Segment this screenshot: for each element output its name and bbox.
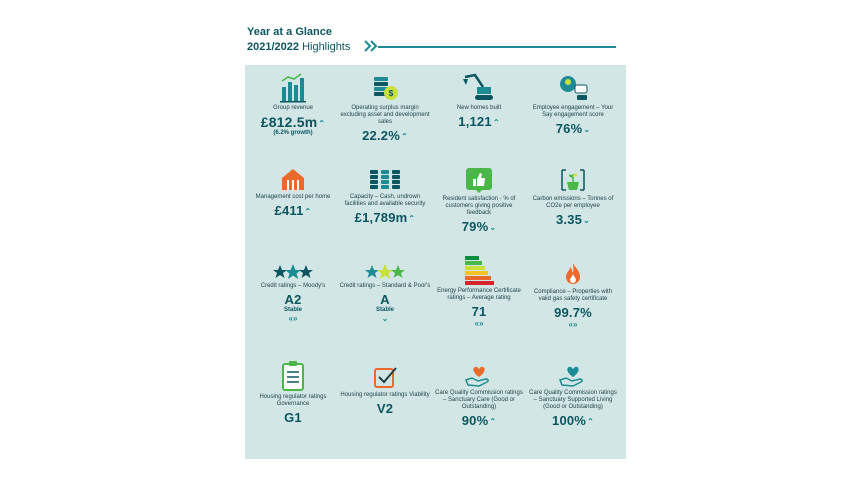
tile-label: Resident satisfaction - % of customers giving positive feedback — [442, 196, 516, 216]
tile-governance — [247, 360, 339, 425]
tile-value: 1,121⌃ — [458, 114, 500, 129]
header-rule — [378, 46, 616, 48]
tile-value: 90%⌃ — [461, 413, 497, 428]
tile-cqc-supported-living — [527, 364, 619, 428]
double-chevron-icon — [364, 40, 378, 52]
trend-up-icon: ⌃ — [400, 132, 408, 141]
tile-epc — [433, 254, 525, 328]
tile-management-cost — [247, 166, 339, 218]
svg-text:$: $ — [388, 89, 394, 98]
tile-label: Carbon emissions – Tonnes of CO2e per employee — [532, 196, 614, 209]
tile-viability — [339, 364, 431, 416]
tile-label: Energy Performance Certificate ratings – Average rating — [437, 288, 521, 301]
highlights-panel — [245, 65, 626, 459]
heart-hand-icon — [558, 364, 588, 388]
plant-icon — [558, 166, 588, 194]
trend-stable-icon: «» — [568, 320, 578, 329]
page-subtitle — [247, 41, 350, 53]
tile-value: A2 — [284, 292, 302, 307]
tile-value: V2 — [376, 401, 394, 416]
tile-moodys — [247, 263, 339, 323]
tile-value: 79%⌄ — [461, 219, 497, 234]
tile-value: 22.2%⌃ — [362, 128, 408, 143]
trend-stable-icon: «» — [474, 319, 484, 328]
coin-stack-icon — [367, 166, 403, 192]
tile-label: Employee engagement – Your Say engagement score — [532, 105, 614, 118]
bar-chart-icon — [279, 73, 307, 103]
tile-value: 100%⌃ — [552, 413, 594, 428]
page-title: Year at a Glance — [247, 26, 332, 38]
tile-sandp — [339, 263, 431, 323]
trend-down-icon: ⌄ — [489, 223, 497, 232]
tile-value: £411⌃ — [274, 203, 312, 218]
tile-label: Group revenue — [272, 105, 314, 111]
tile-carbon-emissions — [527, 166, 619, 227]
tile-label: Care Quality Commission ratings – Sanctuary Supported Living (Good or Outstanding) — [529, 390, 617, 410]
subtitle-text: Highlights — [302, 41, 351, 53]
tile-value: 76%⌄ — [555, 121, 591, 136]
tile-label: Care Quality Commission ratings – Sanctuary Care (Good or Outstanding) — [435, 390, 523, 410]
tile-label: New homes built — [456, 105, 502, 111]
tile-value: 71 — [471, 304, 487, 319]
tile-group-revenue — [247, 73, 339, 137]
subtitle-years: 2021/2022 — [247, 41, 299, 53]
trend-up-icon: ⌃ — [304, 207, 312, 216]
trend-up-icon: ⌃ — [492, 118, 500, 127]
tile-label: Operating surplus margin excluding asset and development sales — [340, 105, 430, 125]
stars-icon — [365, 263, 405, 281]
trend-up-icon: ⌃ — [318, 119, 326, 128]
coins-icon — [370, 73, 400, 103]
tile-employee-engagement — [527, 73, 619, 136]
tile-label: Management cost per home — [255, 194, 331, 200]
trend-down-icon: ⌄ — [583, 125, 591, 134]
tile-sub: (6.2% growth) — [273, 130, 313, 136]
tile-value: £812.5m⌃ — [260, 114, 326, 130]
tile-value: 3.35⌄ — [555, 212, 590, 227]
tile-value: £1,789m⌃ — [354, 210, 416, 225]
tile-capacity — [339, 166, 431, 225]
house-icon — [279, 166, 307, 192]
trend-up-icon: ⌃ — [489, 417, 497, 426]
trend-up-icon: ⌃ — [587, 417, 594, 426]
checkbox-icon — [372, 364, 398, 390]
tile-label: Capacity – Cash, undrown facilities and available security — [344, 194, 426, 207]
trend-stable-icon: «» — [288, 314, 298, 323]
tile-value: A — [380, 292, 390, 307]
tile-operating-surplus — [339, 73, 431, 143]
stars-icon — [273, 263, 313, 281]
tile-value: 99.7% — [554, 305, 592, 320]
excavator-icon — [461, 73, 497, 103]
clipboard-icon — [280, 360, 306, 392]
trend-down-icon: ⌄ — [583, 216, 590, 225]
flame-icon — [561, 261, 585, 287]
tile-sub: Stable — [375, 307, 394, 313]
tile-label: Credit ratings – Moody's — [260, 283, 326, 289]
engagement-icon — [557, 73, 589, 103]
tile-compliance — [527, 261, 619, 329]
tile-value: G1 — [284, 410, 302, 425]
trend-up-icon: ⌃ — [408, 214, 416, 223]
tile-label: Compliance – Properties with valid gas safety certificate — [533, 289, 613, 302]
thumbs-up-icon — [464, 166, 494, 194]
epc-bars-icon — [463, 254, 495, 286]
tile-label: Housing regulator ratings Viability — [340, 392, 430, 398]
tile-cqc-care — [433, 364, 525, 428]
tile-label: Credit ratings – Standard & Poor's — [339, 283, 431, 289]
trend-down-icon: ⌄ — [381, 314, 389, 323]
tile-resident-satisfaction — [433, 166, 525, 234]
tile-new-homes — [433, 73, 525, 129]
heart-hand-icon — [464, 364, 494, 388]
tile-sub: Stable — [283, 307, 302, 313]
tile-label: Housing regulator ratings Governance — [259, 394, 327, 407]
